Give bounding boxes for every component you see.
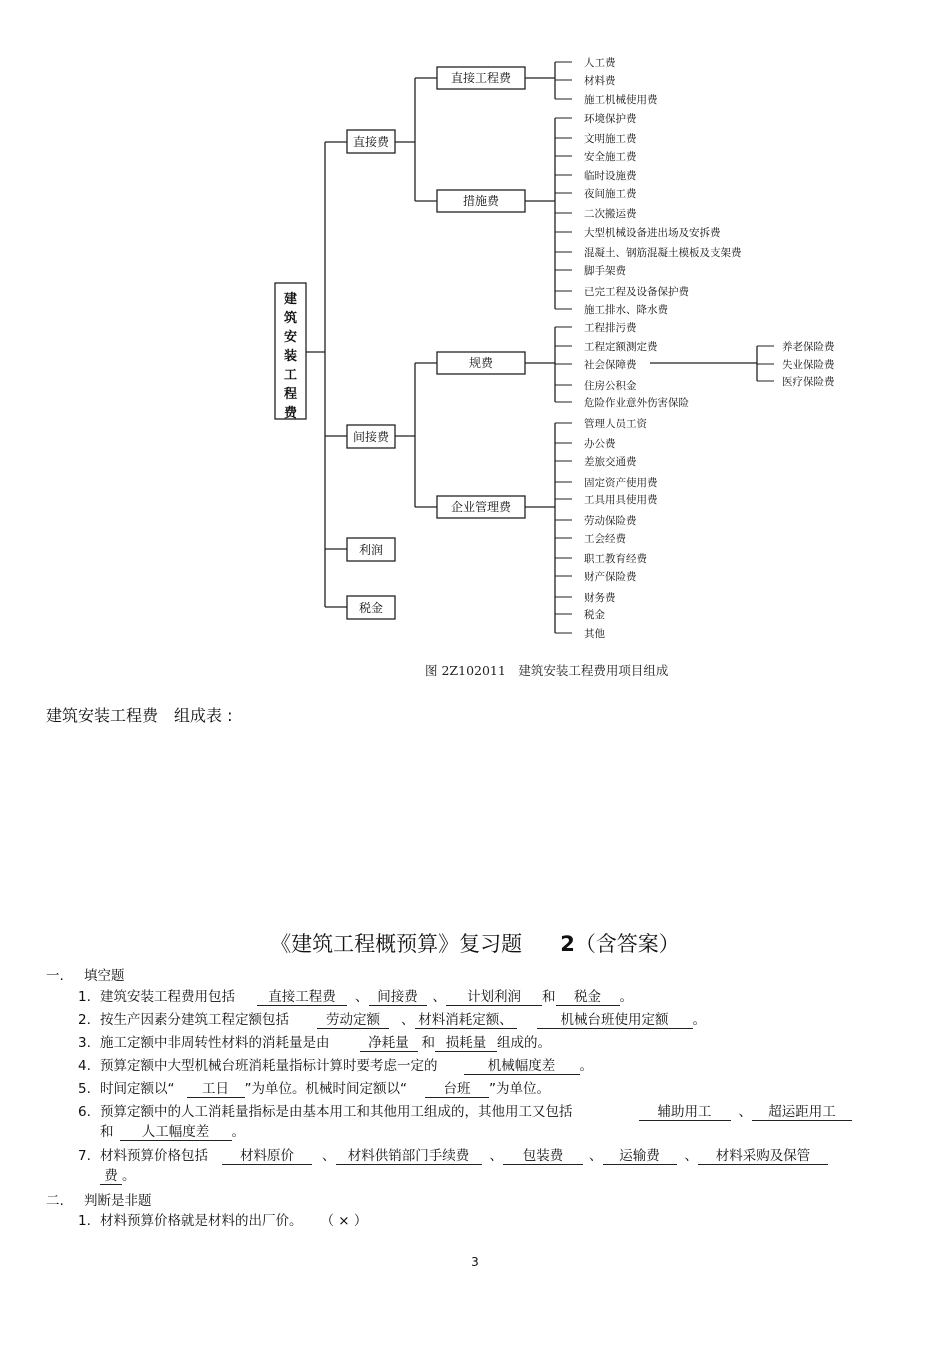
leaf-item: 危险作业意外伤害保险: [584, 397, 689, 409]
section-label: 填空题: [84, 968, 125, 984]
question-text: 材料预算价格包括: [100, 1148, 208, 1164]
question-6: [78, 1103, 852, 1122]
leaf-item: 工具用具使用费: [584, 494, 658, 506]
leaf-item: 混凝土、钢筋混凝土模板及支架费: [584, 247, 742, 259]
leaf-item: 工程定额测定费: [584, 341, 658, 353]
answer-blank: 超运距用工: [752, 1104, 852, 1121]
judgement-1: [78, 1212, 367, 1231]
question-6-continued: [100, 1123, 245, 1142]
separator: 、: [738, 1104, 752, 1120]
section-number: 一.: [46, 968, 64, 984]
question-3: [78, 1034, 551, 1053]
exam-title-suffix: （含答案）: [574, 932, 680, 956]
leaf-item: 夜间施工费: [584, 188, 637, 200]
answer-blank: 直接工程费: [257, 989, 347, 1006]
exam-title: [0, 928, 950, 958]
question-number: 3.: [78, 1035, 91, 1051]
question-text: 材料预算价格就是材料的出厂价。: [100, 1213, 303, 1229]
answer-blank: 间接费: [369, 989, 427, 1006]
question-text: 和: [100, 1124, 114, 1140]
question-7: [78, 1147, 828, 1166]
question-5: [78, 1080, 550, 1099]
node-measure-cost: 措施费: [462, 194, 500, 208]
separator: 、: [355, 989, 369, 1005]
leaf-item: 其他: [584, 628, 605, 640]
leaf-item: 二次搬运费: [584, 208, 637, 220]
question-4: [78, 1057, 593, 1076]
sentence-end: 组成的。: [497, 1035, 551, 1051]
leaf-item: 安全施工费: [584, 151, 637, 163]
page-number: 3: [471, 1255, 479, 1269]
question-text: ”为单位。机械时间定额以“: [244, 1081, 407, 1097]
root-char: 费: [283, 406, 298, 421]
leaf-item: 财务费: [584, 592, 616, 604]
root-char: 工: [283, 368, 298, 383]
question-text: 预算定额中大型机械台班消耗量指标计算时要考虑一定的: [100, 1058, 438, 1074]
sentence-end: 。: [619, 989, 633, 1005]
intro-text: 建筑安装工程费 组成表 :: [46, 706, 233, 725]
node-tax: 税金: [358, 601, 384, 615]
answer-blank: 材料原价: [222, 1148, 312, 1165]
answer-blank: 人工幅度差: [120, 1124, 232, 1141]
question-7-continued: [100, 1167, 136, 1186]
leaf-item: 税金: [584, 609, 605, 621]
separator: 、: [432, 989, 446, 1005]
leaf-item: 人工费: [584, 57, 616, 69]
answer-blank: 机械幅度差: [464, 1058, 580, 1075]
answer-blank: 税金: [556, 989, 620, 1006]
answer-blank: 机械台班使用定额: [537, 1012, 693, 1029]
leaf-item: 财产保险费: [584, 571, 637, 583]
leaf-item: 医疗保险费: [782, 376, 835, 388]
sentence-end: 。: [231, 1124, 245, 1140]
node-profit: 利润: [358, 543, 384, 557]
question-2: [78, 1011, 706, 1030]
answer-blank: 辅助用工: [639, 1104, 731, 1121]
leaf-item: 文明施工费: [584, 133, 637, 145]
question-number: 1.: [78, 1213, 91, 1229]
leaf-item: 已完工程及设备保护费: [584, 286, 689, 298]
separator: 、: [489, 1148, 503, 1164]
question-text: 时间定额以“: [100, 1081, 175, 1097]
leaf-item: 大型机械设备进出场及安拆费: [584, 227, 721, 239]
root-char: 安: [283, 330, 298, 345]
answer-blank: 包装费: [503, 1148, 583, 1165]
root-char: 装: [283, 349, 298, 364]
section-label: 判断是非题: [84, 1193, 152, 1209]
leaf-item: 材料费: [584, 75, 616, 87]
question-text: 按生产因素分建筑工程定额包括: [100, 1012, 289, 1028]
separator: 、: [684, 1148, 698, 1164]
answer-blank: 运输费: [603, 1148, 677, 1165]
node-direct-cost: 直接费: [352, 135, 390, 149]
answer-blank: 净耗量: [360, 1035, 418, 1052]
leaf-item: 工会经费: [584, 533, 626, 545]
sentence-end: 。: [692, 1012, 706, 1028]
leaf-item: 临时设施费: [584, 170, 637, 182]
section-true-false: [46, 1189, 152, 1209]
root-char: 筑: [283, 311, 298, 326]
leaf-item: 劳动保险费: [584, 515, 637, 527]
answer-blank: 费: [100, 1168, 122, 1185]
leaf-item: 工程排污费: [584, 322, 637, 334]
answer-blank: 劳动定额: [317, 1012, 389, 1029]
exam-title-number: 2: [560, 932, 575, 956]
leaf-item: 职工教育经费: [584, 553, 647, 565]
node-direct-engineering-cost: 直接工程费: [450, 71, 512, 85]
node-enterprise-management-fee: 企业管理费: [450, 500, 512, 514]
leaf-item: 脚手架费: [584, 265, 626, 277]
node-regulatory-fee: 规费: [468, 356, 494, 370]
leaf-item: 差旅交通费: [584, 456, 637, 468]
answer-blank: 材料供销部门手续费: [336, 1148, 482, 1165]
sentence-end: 。: [579, 1058, 593, 1074]
leaf-item: 住房公积金: [584, 380, 637, 392]
exam-title-text: 《建筑工程概预算》复习题: [270, 932, 523, 956]
leaf-item: 养老保险费: [782, 341, 835, 353]
question-number: 4.: [78, 1058, 91, 1074]
question-1: [78, 988, 633, 1007]
sentence-end: ”为单位。: [489, 1081, 550, 1097]
section-number: 二.: [46, 1193, 64, 1209]
question-number: 1.: [78, 989, 91, 1005]
question-number: 7.: [78, 1148, 91, 1164]
separator: 、: [589, 1148, 603, 1164]
answer-blank: 台班: [425, 1081, 489, 1098]
leaf-item: 办公费: [584, 438, 616, 450]
leaf-item: 施工机械使用费: [584, 94, 658, 106]
question-text: 预算定额中的人工消耗量指标是由基本用工和其他用工组成的，其他用工又包括: [100, 1104, 573, 1120]
question-number: 2.: [78, 1012, 91, 1028]
answer-blank: 工日: [187, 1081, 245, 1098]
diagram-caption: 图 2Z102011 建筑安装工程费用项目组成: [425, 663, 669, 678]
separator: 、: [401, 1012, 415, 1028]
leaf-item: 施工排水、降水费: [584, 304, 668, 316]
question-text: 施工定额中非周转性材料的消耗量是由: [100, 1035, 330, 1051]
separator: 、: [322, 1148, 336, 1164]
separator: 和: [421, 1035, 435, 1051]
answer-blank: 材料消耗定额、: [415, 1012, 517, 1029]
root-char: 程: [283, 387, 298, 402]
answer-mark: （ × ）: [320, 1213, 368, 1229]
root-char: 建: [283, 292, 298, 307]
leaf-item: 社会保障费: [584, 359, 637, 371]
answer-blank: 损耗量: [435, 1035, 497, 1052]
question-number: 5.: [78, 1081, 91, 1097]
section-fill-blank: [46, 964, 125, 984]
leaf-item: 环境保护费: [584, 113, 637, 125]
answer-blank: 材料采购及保管: [698, 1148, 828, 1165]
leaf-item: 管理人员工资: [584, 418, 647, 430]
leaf-item: 失业保险费: [782, 359, 835, 371]
question-text: 建筑安装工程费用包括: [100, 989, 235, 1005]
leaf-item: 固定资产使用费: [584, 477, 658, 489]
node-indirect-cost: 间接费: [352, 430, 390, 444]
sentence-end: 。: [122, 1168, 136, 1184]
question-number: 6.: [78, 1104, 91, 1120]
separator: 和: [542, 989, 556, 1005]
answer-blank: 计划利润: [446, 989, 542, 1006]
